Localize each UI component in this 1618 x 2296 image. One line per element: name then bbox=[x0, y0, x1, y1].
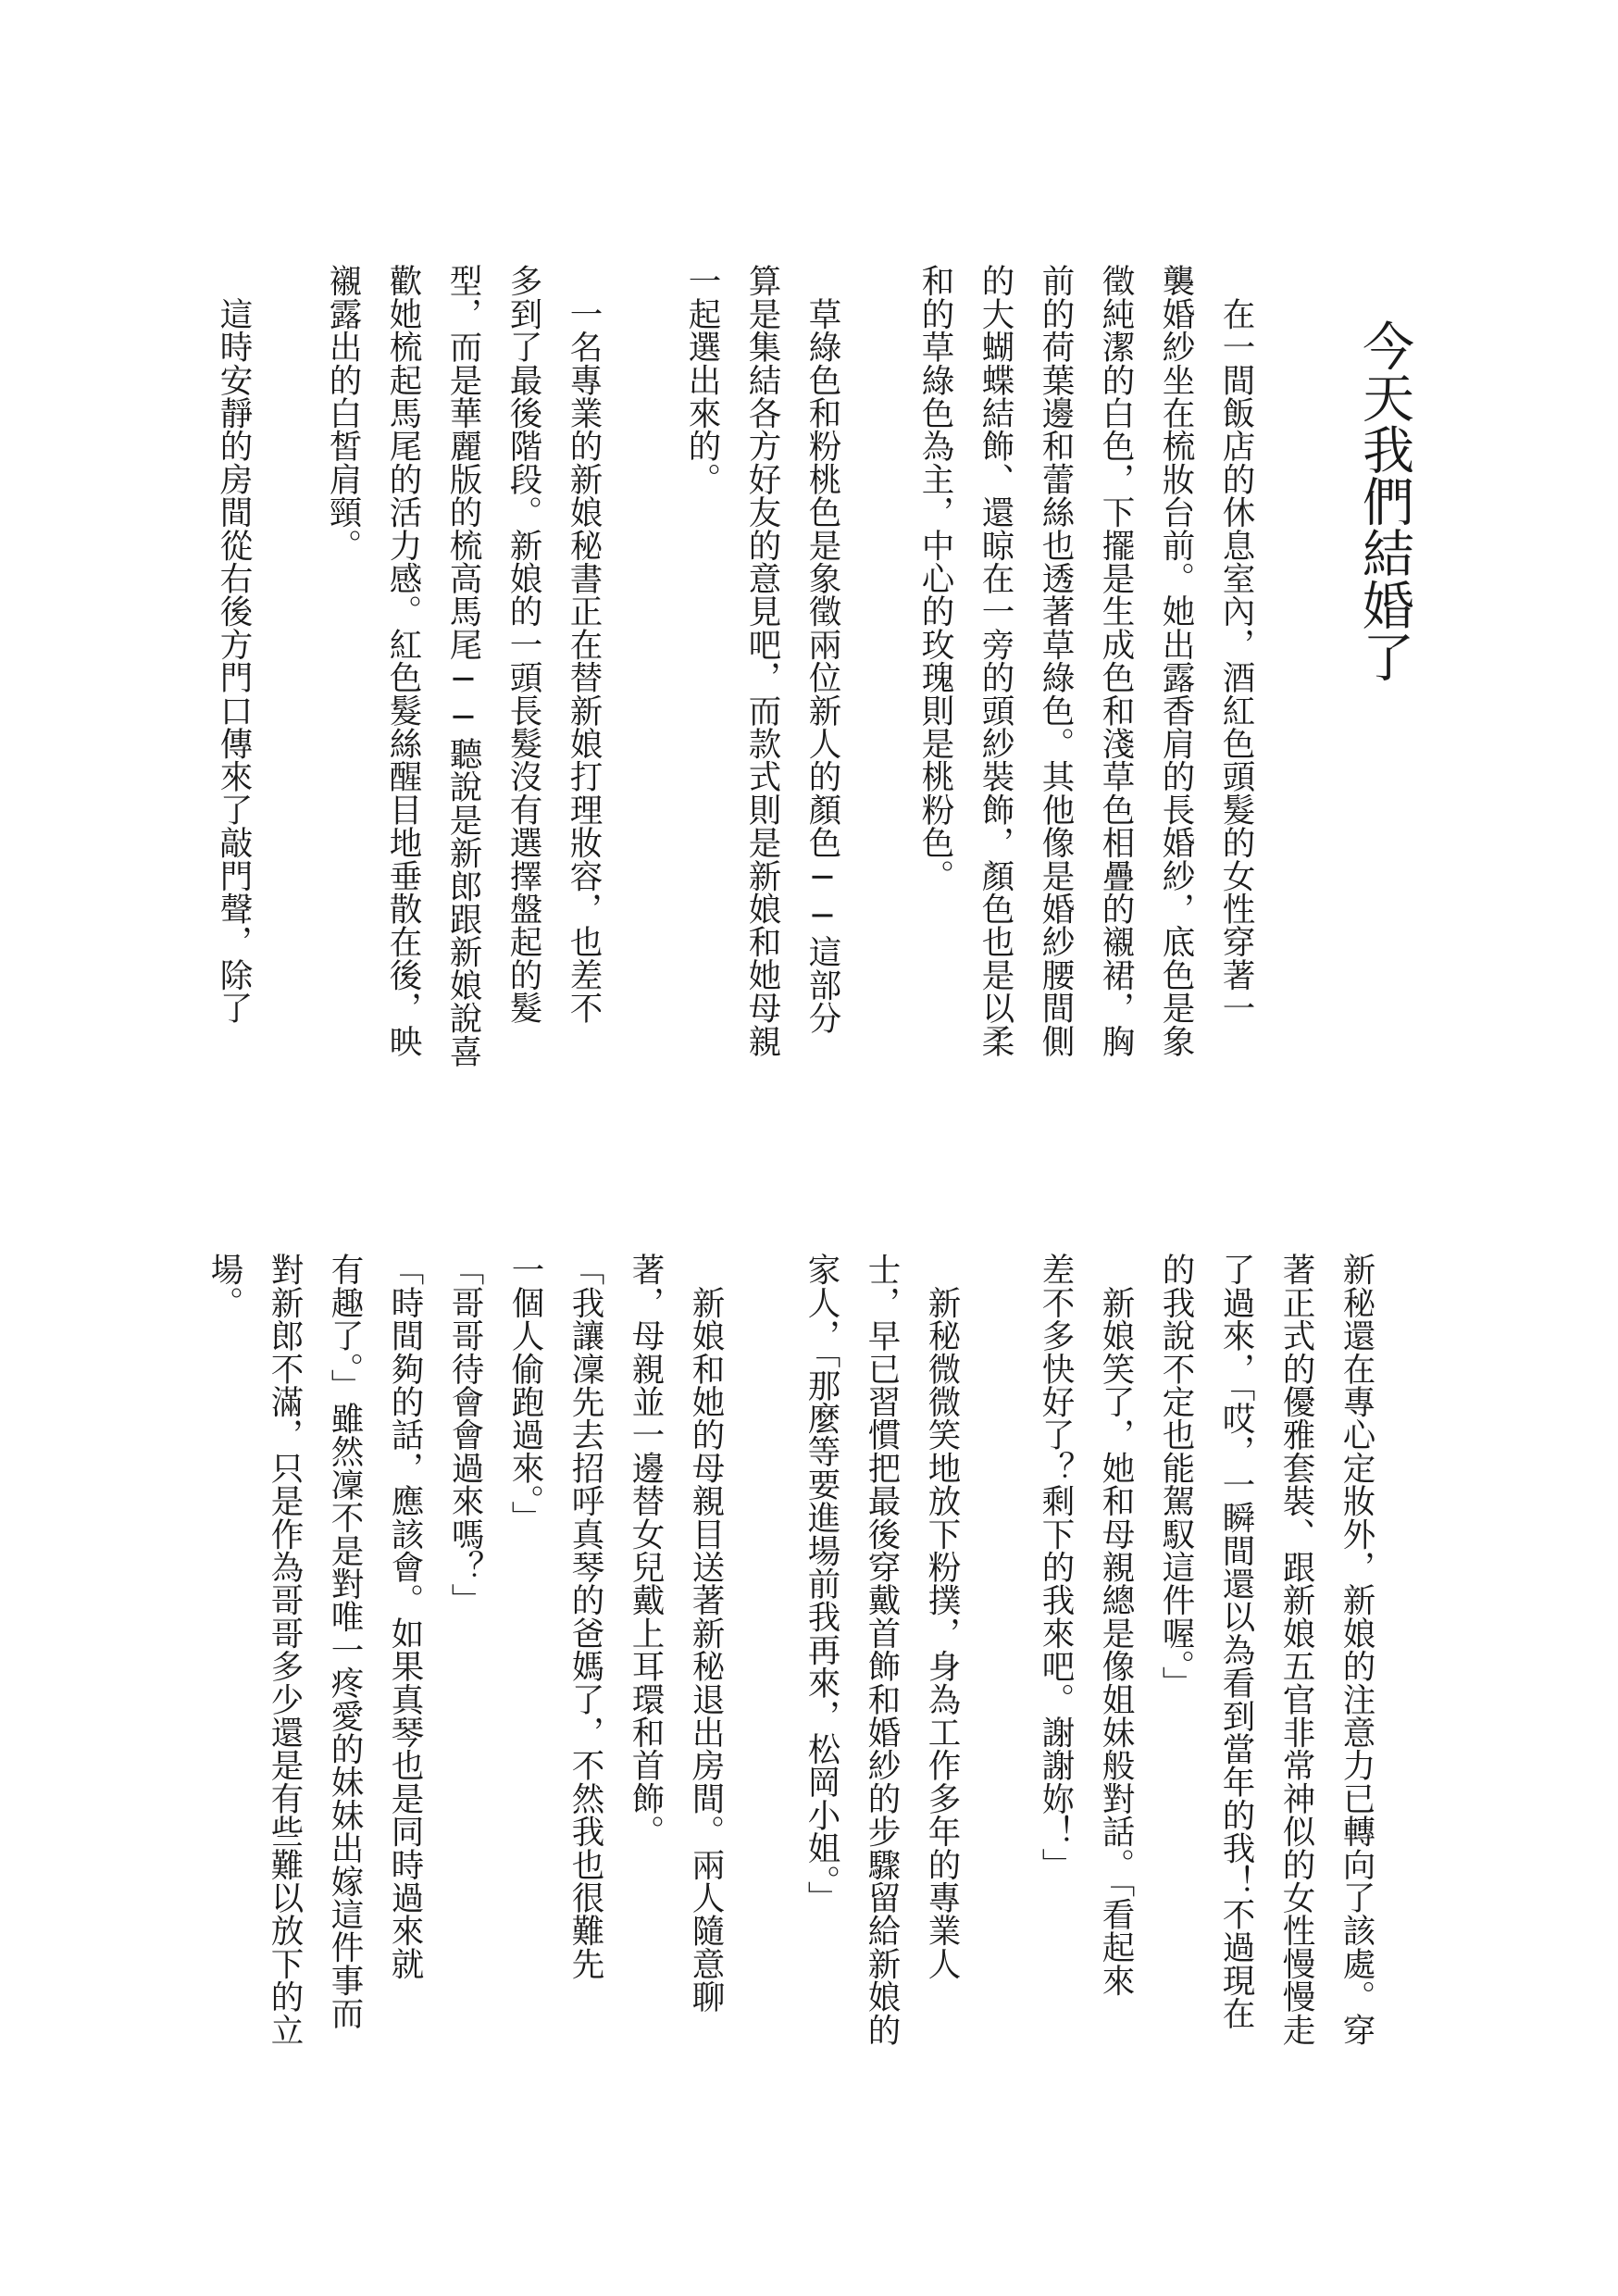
lower-line-10: 新娘和她的母親目送著新秘退出房間。兩人隨意聊 bbox=[687, 1253, 725, 2014]
upper-line-13: 歡她梳起馬尾的活力感。紅色髮絲醒目地垂散在後，映 bbox=[384, 264, 422, 1057]
lower-line-1: 新秘還在專心定妝外，新娘的注意力已轉向了該處。穿 bbox=[1338, 1253, 1375, 2046]
upper-line-15: 這時安靜的房間從右後方門口傳來了敲門聲，除了 bbox=[215, 264, 253, 1025]
lower-line-2: 著正式的優雅套裝、跟新娘五官非常神似的女性慢慢走 bbox=[1277, 1253, 1315, 2046]
lower-line-8: 士，早已習慣把最後穿戴首飾和婚紗的步驟留給新娘的 bbox=[863, 1253, 901, 2046]
lower-line-6: 差不多快好了？剩下的我來吧。謝謝妳！」 bbox=[1037, 1253, 1075, 1881]
lower-line-11: 著，母親並一邊替女兒戴上耳環和首飾。 bbox=[627, 1253, 665, 1848]
lower-line-14: 「哥哥待會會過來嗎？」 bbox=[446, 1253, 484, 1616]
upper-line-6: 和的草綠色為主，中心的玫瑰則是桃粉色。 bbox=[916, 264, 954, 892]
upper-line-14: 襯露出的白皙肩頸。 bbox=[324, 264, 362, 562]
upper-line-10: 一名專業的新娘秘書正在替新娘打理妝容，也差不 bbox=[565, 264, 603, 1025]
lower-line-18: 場。 bbox=[205, 1253, 243, 1319]
lower-line-3: 了過來，「哎，一瞬間還以為看到當年的我！不過現在 bbox=[1217, 1253, 1255, 2030]
upper-line-5: 的大蝴蝶結飾、還晾在一旁的頭紗裝飾，顏色也是以柔 bbox=[977, 264, 1014, 1057]
lower-line-7: 新秘微微笑地放下粉撲，身為工作多年的專業人 bbox=[923, 1253, 961, 1980]
upper-line-3: 徵純潔的白色，下擺是生成色和淺草色相疊的襯裙，胸 bbox=[1097, 264, 1135, 1057]
upper-line-12: 型，而是華麗版的梳高馬尾──聽說是新郎跟新娘說喜 bbox=[444, 264, 482, 1067]
lower-line-4: 的我說不定也能駕馭這件喔。」 bbox=[1157, 1253, 1195, 1700]
lower-line-12: 「我讓凜先去招呼真琴的爸媽了，不然我也很難先 bbox=[566, 1253, 604, 1980]
lower-line-16: 有趣了。」雖然凜不是對唯一疼愛的妹妹出嫁這件事而 bbox=[326, 1253, 364, 2030]
upper-line-7: 草綠色和粉桃色是象徵兩位新人的顏色──這部分 bbox=[803, 264, 841, 1035]
lower-line-13: 一個人偷跑過來。」 bbox=[506, 1253, 544, 1534]
upper-line-4: 前的荷葉邊和蕾絲也透著草綠色。其他像是婚紗腰間側 bbox=[1037, 264, 1075, 1057]
lower-line-15: 「時間夠的話，應該會。如果真琴也是同時過來就 bbox=[386, 1253, 424, 1980]
upper-line-8: 算是集結各方好友的意見吧，而款式則是新娘和她母親 bbox=[743, 264, 781, 1057]
lower-line-17: 對新郎不滿，只是作為哥哥多少還是有些難以放下的立 bbox=[266, 1253, 304, 2046]
lower-line-9: 家人，「那麼等要進場前我再來，松岡小姐。」 bbox=[803, 1253, 840, 1915]
chapter-title: 今天我們結婚了 bbox=[1354, 319, 1414, 682]
upper-line-11: 多到了最後階段。新娘的一頭長髮沒有選擇盤起的髮 bbox=[504, 264, 542, 1025]
lower-line-5: 新娘笑了，她和母親總是像姐妹般對話。「看起來 bbox=[1097, 1253, 1135, 1997]
upper-line-9: 一起選出來的。 bbox=[683, 264, 721, 495]
upper-line-1: 在一間飯店的休息室內，酒紅色頭髮的女性穿著一 bbox=[1217, 264, 1255, 1025]
upper-line-2: 襲婚紗坐在梳妝台前。她出露香肩的長婚紗，底色是象 bbox=[1157, 264, 1195, 1057]
